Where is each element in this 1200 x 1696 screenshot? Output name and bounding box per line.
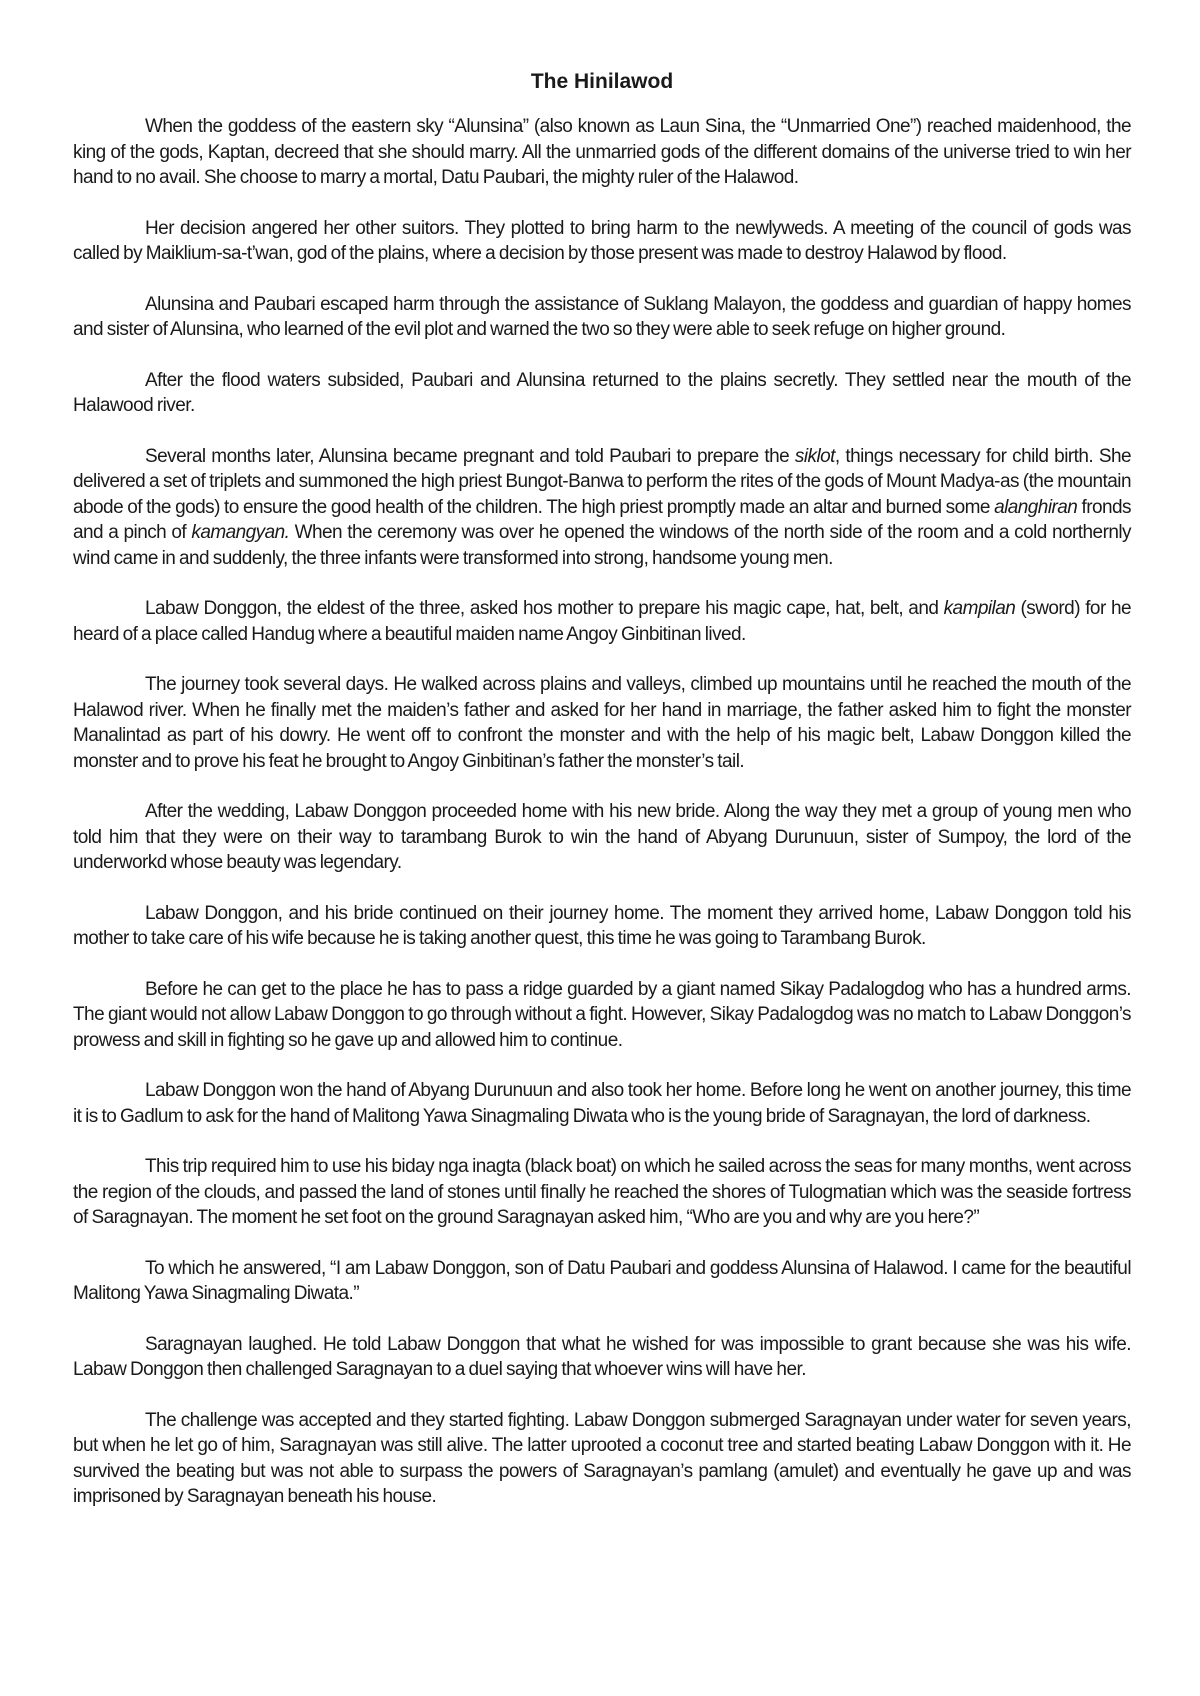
paragraph <box>73 1332 1131 1383</box>
italic-term: kamangyan. <box>191 522 290 543</box>
paragraph-text: Labaw Donggon won the hand of Abyang Durunuun and also took her home. Before long he went on another journey, this time it is to Gadlum to ask for the hand of Malitong Yawa Sinagmaling Diwata who is the young bride of Saragnayan, the lord of darkness. <box>73 1080 1131 1127</box>
paragraph <box>73 1078 1131 1129</box>
paragraph <box>73 1408 1131 1510</box>
paragraph <box>73 1256 1131 1307</box>
paragraph <box>73 292 1131 343</box>
paragraph <box>73 799 1131 876</box>
paragraph-text: This trip required him to use his biday nga inagta (black boat) on which he sailed across the seas for many months, went across the region of the clouds, and passed the land of stones until finally he reached the shores of Tulogmatian which was the seaside fortress of Saragnayan. The moment he set foot on the ground Saragnayan asked him, “Who are you and why are you here?” <box>73 1156 1131 1228</box>
paragraph-text: To which he answered, “I am Labaw Donggon, son of Datu Paubari and goddess Alunsina of Halawod. I came for the beautiful Malitong Yawa Sinagmaling Diwata.” <box>73 1257 1131 1304</box>
paragraph-text: Her decision angered her other suitors. They plotted to bring harm to the newlyweds. A meeting of the council of gods was called by Maiklium-sa-t’wan, god of the plains, where a decision by those present was made to destroy Halawod by flood. <box>73 217 1131 264</box>
paragraph <box>73 368 1131 419</box>
document-body <box>73 114 1131 1510</box>
paragraph-text: Labaw Donggon, the eldest of the three, asked hos mother to prepare his magic cape, hat, belt, and <box>145 598 944 619</box>
italic-term: kampilan <box>943 598 1016 619</box>
paragraph <box>73 216 1131 267</box>
paragraph-text: Alunsina and Paubari escaped harm through the assistance of Suklang Malayon, the goddess and guardian of happy homes and sister of Alunsina, who learned of the evil plot and warned the two so they were able to seek refuge on higher ground. <box>73 293 1131 340</box>
paragraph-text: (sword) for he heard of a place called Handug where a beautiful maiden name Angoy Ginbitinan lived. <box>73 598 1131 645</box>
paragraph-text: , things necessary for child birth. She delivered a set of triplets and summoned the high priest Bungot-Banwa to perform the rites of the gods of Mount Madya-as (the mountain abode of the gods) to ensure the good health of the children. The high priest promptly made an altar and burned some <box>73 445 1132 518</box>
paragraph-text: The challenge was accepted and they started fighting. Labaw Donggon submerged Saragnayan under water for seven years, but when he let go of him, Saragnayan was still alive. The latter uprooted a coconut tree and started beating Labaw Donggon with it. He survived the beating but was not able to surpass the powers of Saragnayan’s pamlang (amulet) and eventually he gave up and was imprisoned by Saragnayan beneath his house. <box>73 1409 1131 1507</box>
paragraph-text: Several months later, Alunsina became pregnant and told Paubari to prepare the <box>145 445 795 467</box>
italic-term: alanghiran <box>994 496 1078 518</box>
italic-term: siklot <box>794 445 835 467</box>
document-page <box>73 70 1131 1535</box>
paragraph-text: When the ceremony was over he opened the windows of the north side of the room and a cold northernly wind came in and suddenly, the three infants were transformed into strong, handsome young men. <box>73 522 1131 569</box>
paragraph <box>73 977 1131 1054</box>
paragraph <box>73 114 1131 191</box>
paragraph-text: The journey took several days. He walked across plains and valleys, climbed up mountains until he reached the mouth of the Halawod river. When he finally met the maiden’s father and asked for her hand in marriage, the father asked him to fight the monster Manalintad as part of his dowry. He went off to confront the monster and with the help of his magic belt, Labaw Donggon killed the monster and to prove his feat he brought to Angoy Ginbitinan’s father the monster’s tail. <box>73 674 1131 772</box>
paragraph <box>73 444 1131 572</box>
paragraph-text: Saragnayan laughed. He told Labaw Donggon that what he wished for was impossible to grant because she was his wife. Labaw Donggon then challenged Saragnayan to a duel saying that whoever wins will have her. <box>73 1333 1131 1380</box>
paragraph-text: Labaw Donggon, and his bride continued on their journey home. The moment they arrived home, Labaw Donggon told his mother to take care of his wife because he is taking another quest, this time he was going to Tarambang Burok. <box>73 902 1131 949</box>
paragraph-text: When the goddess of the eastern sky “Alunsina” (also known as Laun Sina, the “Unmarried One”) reached maidenhood, the king of the gods, Kaptan, decreed that she should marry. All the unmarried gods of the different domains of the universe tried to win her hand to no avail. She choose to marry a mortal, Datu Paubari, the mighty ruler of the Halawod. <box>73 116 1131 188</box>
document-title: The Hinilawod <box>530 70 674 93</box>
paragraph-text: After the flood waters subsided, Paubari and Alunsina returned to the plains secretly. They settled near the mouth of the Halawood river. <box>73 369 1131 416</box>
paragraph-text: fronds and a pinch of <box>73 496 1131 543</box>
paragraph-text: Before he can get to the place he has to pass a ridge guarded by a giant named Sikay Padalogdog who has a hundred arms. The giant would not allow Labaw Donggon to go through without a fight. However, Sikay Padalogdog was no match to Labaw Donggon’s prowess and skill in fighting so he gave up and allowed him to continue. <box>73 978 1131 1051</box>
paragraph <box>73 1154 1131 1231</box>
paragraph-text: After the wedding, Labaw Donggon proceeded home with his new bride. Along the way they met a group of young men who told him that they were on their way to tarambang Burok to win the hand of Abyang Durunuun, sister of Sumpoy, the lord of the underworkd whose beauty was legendary. <box>73 801 1131 873</box>
paragraph <box>73 596 1131 647</box>
paragraph <box>73 672 1131 774</box>
paragraph <box>73 901 1131 952</box>
